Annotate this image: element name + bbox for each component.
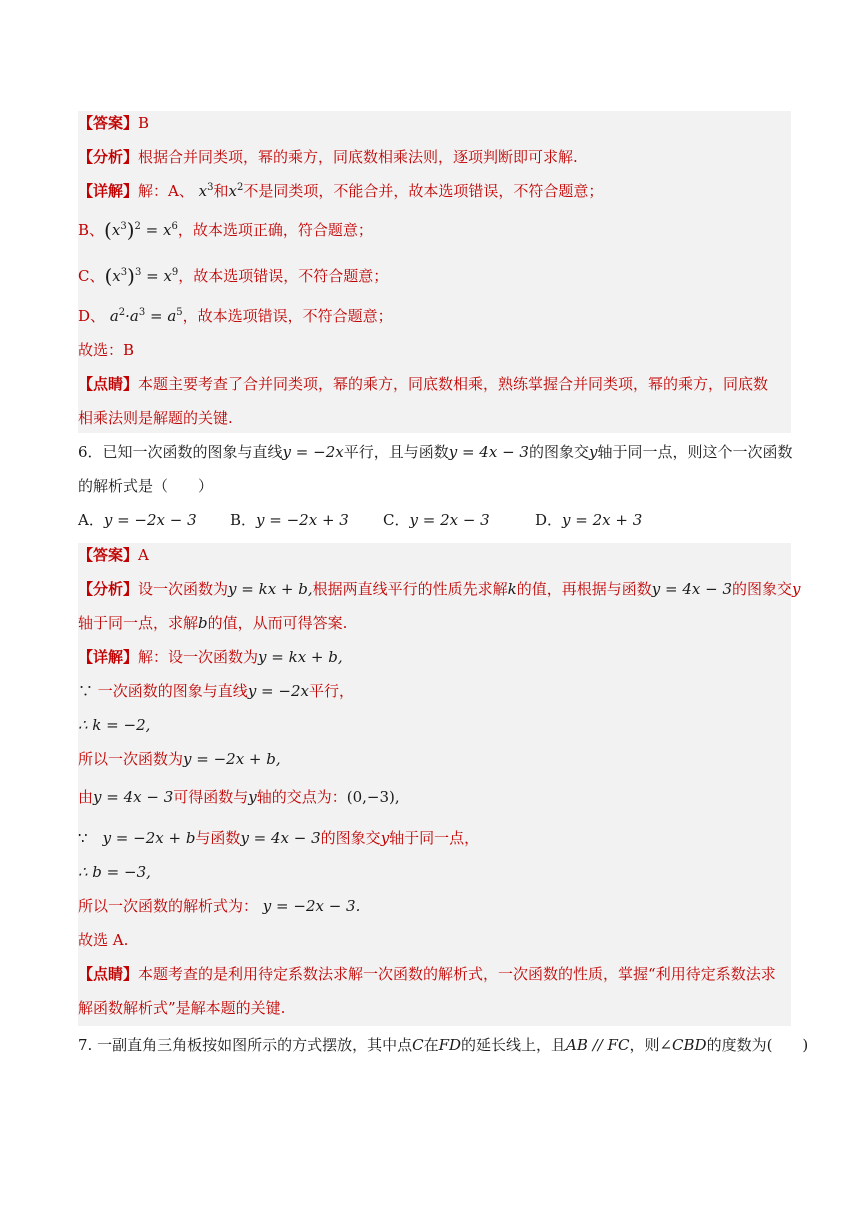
q6-stem-2: 的解析式是（ ） <box>78 477 214 495</box>
q6-detail-1: 【详解】解：设一次函数为y = kx + b, <box>78 648 343 666</box>
q6-analysis-2: 轴于同一点，求解b的值，从而可得答案. <box>78 614 348 632</box>
q6-detail-5: 由y = 4x − 3可得函数与y轴的交点为：(0,−3), <box>78 788 400 806</box>
q6-comment-2: 解函数解析式”是解本题的关键. <box>78 999 286 1017</box>
q5-analysis: 【分析】根据合并同类项，幂的乘方，同底数相乘法则，逐项判断即可求解. <box>78 148 578 166</box>
q5-detail-c: C、$(x^3)^3 = x^9$，故本选项错误，不符合题意； <box>78 264 389 288</box>
q6-detail-2: ∵ 一次函数的图象与直线y = −2x平行， <box>78 682 354 700</box>
q6-choice: 故选 A. <box>78 931 129 949</box>
q5-choice: 故选：B <box>78 341 135 359</box>
q6-analysis-1: 【分析】设一次函数为y = kx + b,根据两直线平行的性质先求解k的值，再根据与函数y = 4x − 3的图象交y <box>78 580 801 598</box>
q5-answer: 【答案】B <box>78 114 150 132</box>
answer-tag: 【答案】 <box>78 114 139 132</box>
comment-tag: 【点睛】 <box>78 375 139 393</box>
q6-detail-4: 所以一次函数为y = −2x + b, <box>78 750 281 768</box>
q6-option-d: D．y = 2x + 3 <box>535 511 643 529</box>
q5-detail-a: 【详解】解：A、 $x^3$和$x^2$不是同类项，不能合并，故本选项错误，不符合题意； <box>78 182 604 200</box>
analysis-tag: 【分析】 <box>78 580 139 598</box>
q7-stem: 7. 一副直角三角板按如图所示的方式摆放，其中点C在FD的延长线上，且AB // FC，则∠CBD的度数为( ) <box>78 1036 809 1054</box>
q6-comment-1: 【点睛】本题考查的是利用待定系数法求解一次函数的解析式，一次函数的性质，掌握“利用待定系数法求 <box>78 965 776 983</box>
q5-detail-b: B、$(x^3)^2 = x^6$，故本选项正确，符合题意； <box>78 218 373 242</box>
q6-detail-7: ∴ b = −3, <box>78 863 151 881</box>
detail-tag: 【详解】 <box>78 182 139 200</box>
q5-comment-2: 相乘法则是解题的关键. <box>78 409 233 427</box>
q6-answer: 【答案】A <box>78 546 149 564</box>
comment-tag: 【点睛】 <box>78 965 139 983</box>
q6-option-b: B．y = −2x + 3 <box>230 511 349 529</box>
detail-tag: 【详解】 <box>78 648 139 666</box>
q6-detail-8: 所以一次函数的解析式为： y = −2x − 3. <box>78 897 361 915</box>
q6-detail-3: ∴ k = −2, <box>78 716 151 734</box>
q6-stem-1: 6．已知一次函数的图象与直线y = −2x平行，且与函数y = 4x − 3的图象交y轴于同一点，则这个一次函数 <box>78 443 793 461</box>
q5-detail-d: D、 $a^2\cdot a^3 = a^5$，故本选项错误，不符合题意； <box>78 307 393 325</box>
answer-tag: 【答案】 <box>78 546 139 564</box>
q6-option-c: C．y = 2x − 3 <box>383 511 490 529</box>
q5-comment-1: 【点睛】本题主要考查了合并同类项，幂的乘方，同底数相乘，熟练掌握合并同类项，幂的乘方，同底数 <box>78 375 769 393</box>
q6-detail-6: ∵ y = −2x + b与函数y = 4x − 3的图象交y轴于同一点， <box>78 829 480 847</box>
q6-option-a: A．y = −2x − 3 <box>78 511 197 529</box>
analysis-tag: 【分析】 <box>78 148 139 166</box>
